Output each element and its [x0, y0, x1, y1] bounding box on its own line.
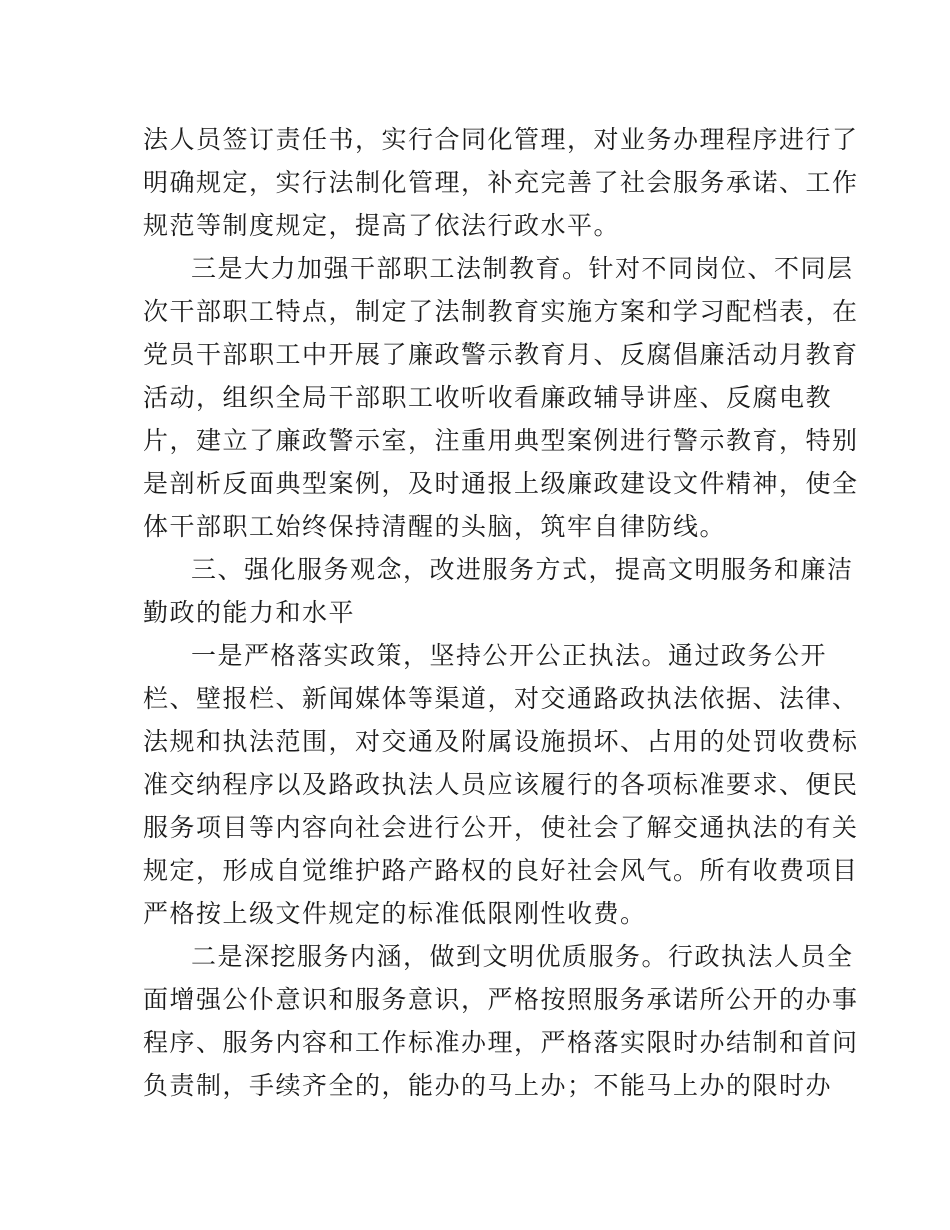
- text-line: 准交纳程序以及路政执法人员应该履行的各项标准要求、便民: [143, 770, 859, 799]
- paragraph-first-line: 三是大力加强干部职工法制教育。针对不同岗位、不同层: [191, 254, 854, 283]
- text-line: 栏、壁报栏、新闻媒体等渠道，对交通路政执法依据、法律、: [143, 684, 859, 713]
- text-line: 负责制，手续齐全的，能办的马上办；不能马上办的限时办: [143, 1071, 833, 1100]
- text-line: 法人员签订责任书，实行合同化管理，对业务办理程序进行了: [143, 125, 859, 154]
- text-line: 明确规定，实行法制化管理，补充完善了社会服务承诺、工作: [143, 168, 859, 197]
- text-line: 是剖析反面典型案例，及时通报上级廉政建设文件精神，使全: [143, 469, 859, 498]
- text-line: 党员干部职工中开展了廉政警示教育月、反腐倡廉活动月教育: [143, 340, 859, 369]
- text-line: 规定，形成自觉维护路产路权的良好社会风气。所有收费项目: [143, 856, 859, 885]
- text-line: 次干部职工特点，制定了法制教育实施方案和学习配档表，在: [143, 297, 859, 326]
- text-line: 规范等制度规定，提高了依法行政水平。: [143, 211, 621, 240]
- section-heading: 三、强化服务观念，改进服务方式，提高文明服务和廉洁: [191, 555, 854, 584]
- section-heading-continued: 勤政的能力和水平: [143, 598, 356, 627]
- text-line: 片，建立了廉政警示室，注重用典型案例进行警示教育，特别: [143, 426, 859, 455]
- text-line: 活动，组织全局干部职工收听收看廉政辅导讲座、反腐电教: [143, 383, 833, 412]
- text-line: 严格按上级文件规定的标准低限刚性收费。: [143, 899, 647, 928]
- text-line: 法规和执法范围，对交通及附属设施损坏、占用的处罚收费标: [143, 727, 859, 756]
- text-line: 服务项目等内容向社会进行公开，使社会了解交通执法的有关: [143, 813, 859, 842]
- paragraph-first-line: 二是深挖服务内涵，做到文明优质服务。行政执法人员全: [191, 942, 854, 971]
- paragraph-first-line: 一是严格落实政策，坚持公开公正执法。通过政务公开: [191, 641, 828, 670]
- text-line: 程序、服务内容和工作标准办理，严格落实限时办结制和首问: [143, 1028, 859, 1057]
- text-line: 体干部职工始终保持清醒的头脑，筑牢自律防线。: [143, 512, 727, 541]
- text-line: 面增强公仆意识和服务意识，严格按照服务承诺所公开的办事: [143, 985, 859, 1014]
